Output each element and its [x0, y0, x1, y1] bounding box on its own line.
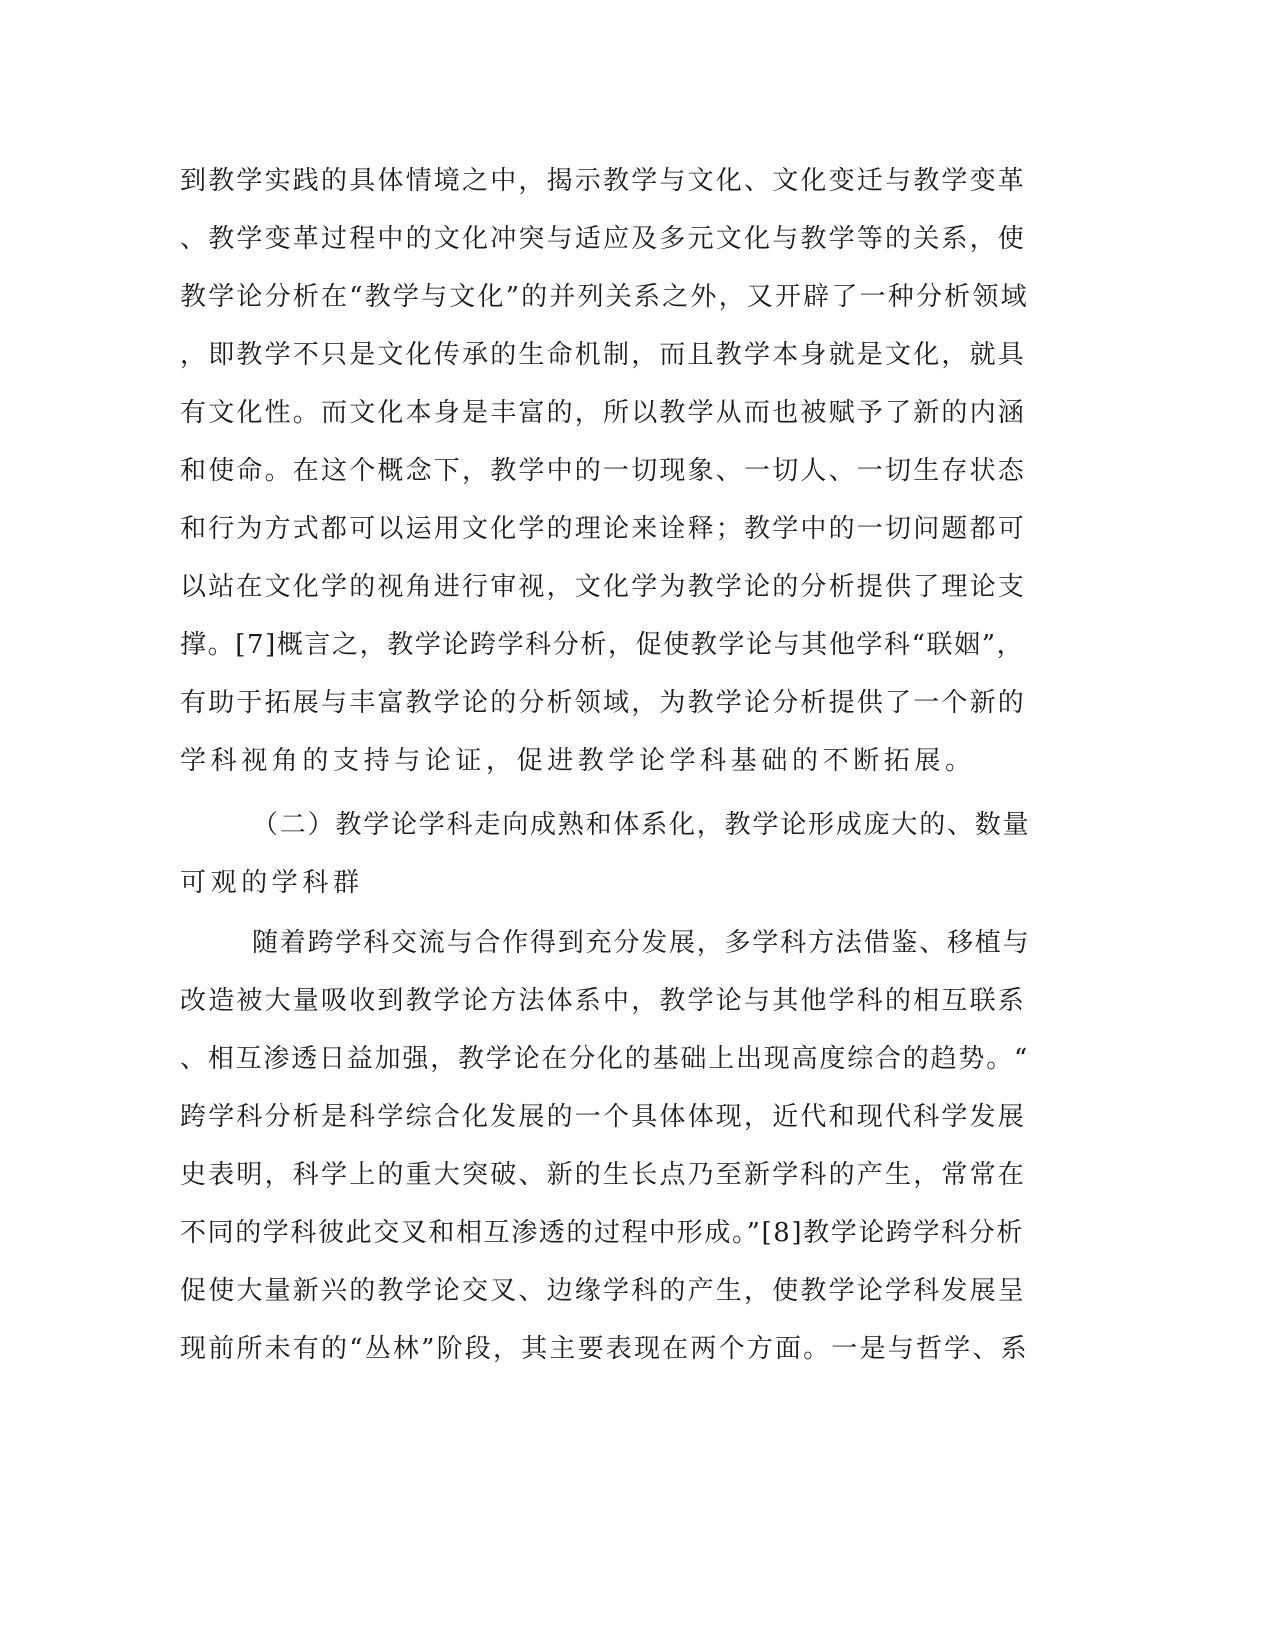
paragraph-line: 和使命。在这个概念下，教学中的一切现象、一切人、一切生存状态	[180, 456, 1027, 486]
paragraph-line: 跨学科分析是科学综合化发展的一个具体体现，近代和现代科学发展	[180, 1102, 1027, 1132]
paragraph-line: 学科视角的支持与论证，促进教学论学科基础的不断拓展。	[180, 746, 976, 776]
paragraph-line: 有助于拓展与丰富教学论的分析领域，为教学论分析提供了一个新的	[180, 688, 1027, 718]
paragraph-line: 、相互渗透日益加强，教学论在分化的基础上出现高度综合的趋势。“	[180, 1044, 1030, 1074]
paragraph-line: 现前所未有的“丛林”阶段，其主要表现在两个方面。一是与哲学、系	[180, 1334, 1029, 1364]
paragraph-line: 史表明，科学上的重大突破、新的生长点乃至新学科的产生，常常在	[180, 1160, 1027, 1190]
section-heading-line: 可观的学科群	[180, 868, 364, 898]
section-heading-line: （二）教学论学科走向成熟和体系化，教学论形成庞大的、数量	[252, 810, 1031, 840]
paragraph-line: 到教学实践的具体情境之中，揭示教学与文化、文化变迁与教学变革	[180, 166, 1027, 196]
paragraph-line: 改造被大量吸收到教学论方法体系中，教学论与其他学科的相互联系	[180, 986, 1027, 1016]
paragraph-line: 随着跨学科交流与合作得到充分发展，多学科方法借鉴、移植与	[252, 928, 1031, 958]
paragraph-line: 促使大量新兴的教学论交叉、边缘学科的产生，使教学论学科发展呈	[180, 1276, 1027, 1306]
paragraph-line: 撑。[7]概言之，教学论跨学科分析，促使教学论与其他学科“联姻”，	[180, 630, 1025, 660]
paragraph-line: 不同的学科彼此交叉和相互渗透的过程中形成。”[8]教学论跨学科分析	[180, 1218, 1024, 1248]
paragraph-line: 以站在文化学的视角进行审视，文化学为教学论的分析提供了理论支	[180, 572, 1027, 602]
paragraph-line: ，即教学不只是文化传承的生命机制，而且教学本身就是文化，就具	[180, 340, 1027, 370]
paragraph-line: 教学论分析在“教学与文化”的并列关系之外，又开辟了一种分析领域	[180, 282, 1029, 312]
paragraph-line: 有文化性。而文化本身是丰富的，所以教学从而也被赋予了新的内涵	[180, 398, 1027, 428]
paragraph-line: 、教学变革过程中的文化冲突与适应及多元文化与教学等的关系，使	[180, 224, 1027, 254]
paragraph-line: 和行为方式都可以运用文化学的理论来诠释；教学中的一切问题都可	[180, 514, 1027, 544]
